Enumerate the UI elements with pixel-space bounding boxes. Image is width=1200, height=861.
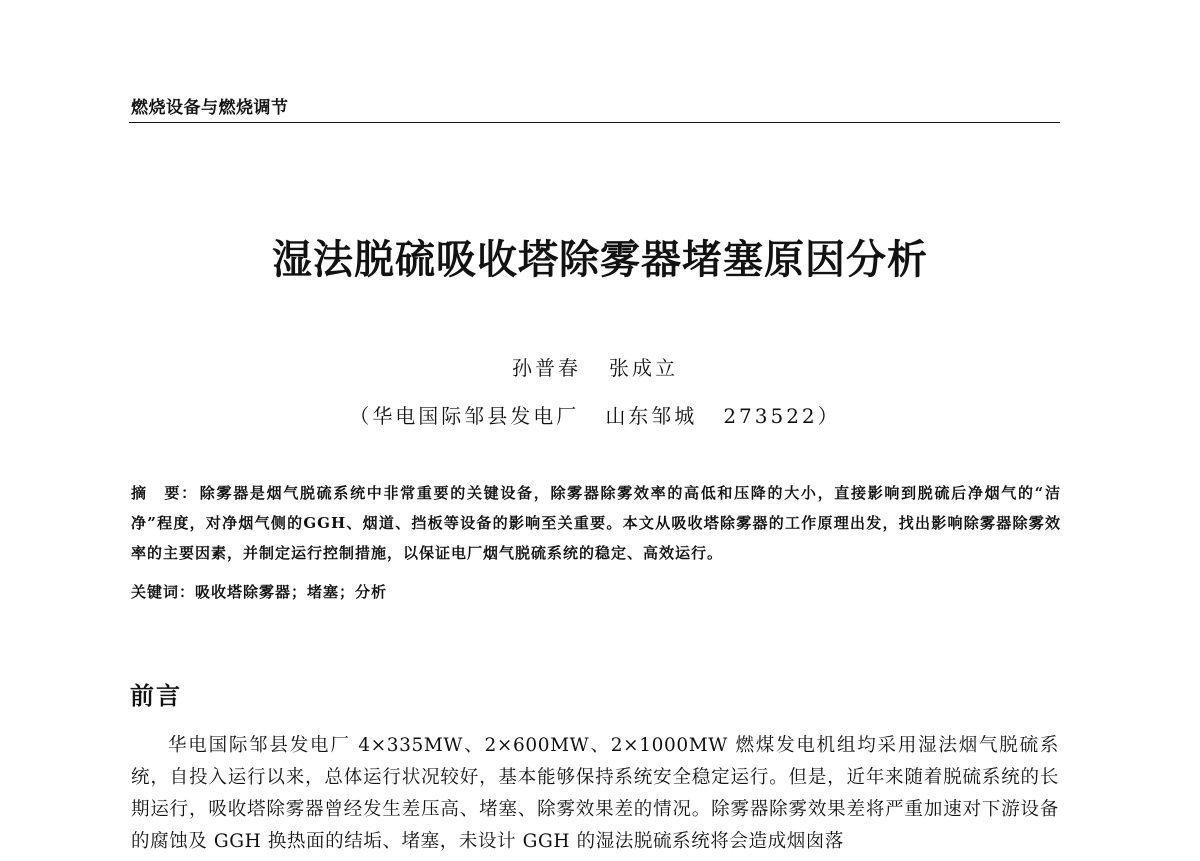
author-name: 孙普春 bbox=[512, 356, 581, 380]
keywords bbox=[131, 578, 1061, 606]
keywords-label: 关键词： bbox=[131, 583, 196, 601]
keywords-text: 吸收塔除雾器；堵塞；分析 bbox=[195, 583, 388, 601]
abstract-label: 摘 要： bbox=[131, 484, 198, 502]
abstract-text: 除雾器是烟气脱硫系统中非常重要的关键设备，除雾器除雾效率的高低和压降的大小，直接影响到脱硫后净烟气的“洁净”程度，对净烟气侧的GGH、烟道、挡板等设备的影响至关重要。本文从吸收塔除雾器的工作原理出发，找出影响除雾器除雾效率的主要因素，并制定运行控制措施，以保证电厂烟气脱硫系统的稳定、高效运行。 bbox=[131, 484, 1061, 562]
paper-title: 湿法脱硫吸收塔除雾器堵塞原因分析 bbox=[272, 237, 928, 283]
body-paragraph: 华电国际邹县发电厂 4×335MW、2×600MW、2×1000MW 燃煤发电机组均采用湿法烟气脱硫系统，自投入运行以来，总体运行状况较好，基本能够保持系统安全稳定运行。但是，近年来随着脱硫系统的长期运行，吸收塔除雾器曾经发生差压高、堵塞、除雾效果差的情况。除雾器除雾效果差将严重加速对下游设备的腐蚀及 GGH 换热面的结垢、堵塞，未设计 GGH 的湿法脱硫系统将会造成烟囱落 bbox=[131, 735, 1059, 852]
section-heading: 前言 bbox=[130, 682, 182, 710]
author-line bbox=[0, 352, 1190, 381]
affiliation-org: 华电国际邹县发电厂 bbox=[372, 404, 580, 428]
affiliation-postcode: 273522 bbox=[723, 404, 818, 428]
abstract bbox=[131, 478, 1061, 568]
author-name: 张成立 bbox=[609, 356, 678, 380]
affiliation-location: 山东邹城 bbox=[605, 404, 698, 428]
running-header: 燃烧设备与燃烧调节 bbox=[131, 98, 289, 118]
header-rule bbox=[129, 122, 1060, 123]
affiliation-line: （华电国际邹县发电厂 山东邹城 273522） bbox=[349, 404, 841, 428]
